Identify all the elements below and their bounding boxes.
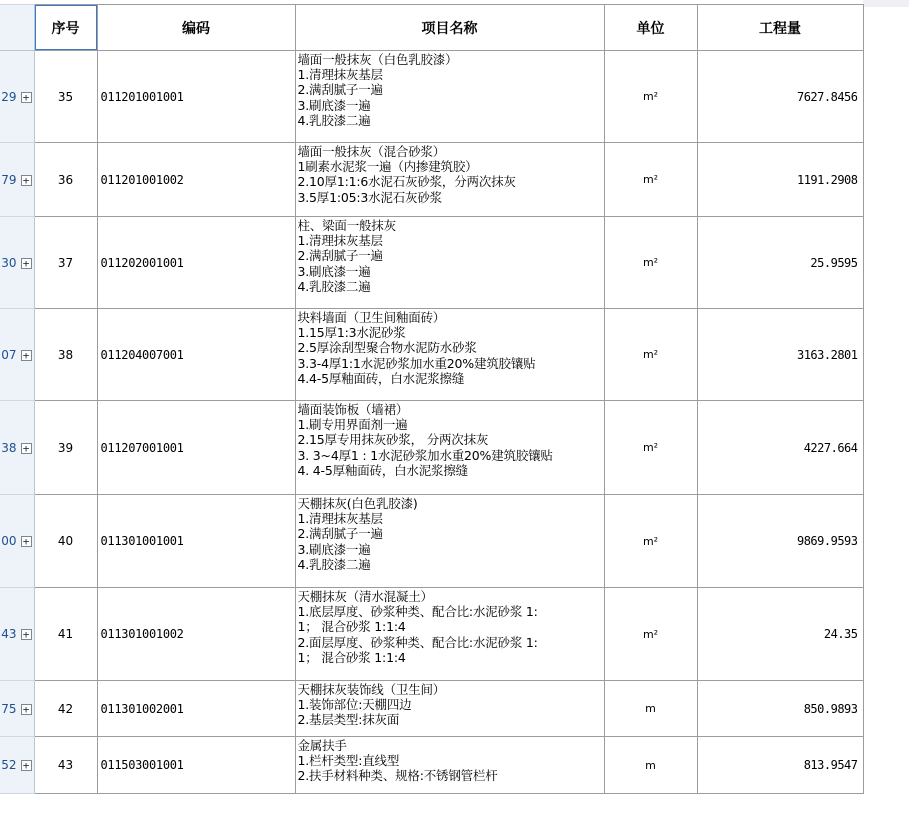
- row-header[interactable]: [0, 737, 34, 794]
- item-description-line: 1.清理抹灰基层: [297, 67, 383, 83]
- item-description-line: 1.刷专用界面剂一遍: [297, 417, 408, 433]
- item-description-line: 2.满刮腻子一遍: [297, 526, 383, 542]
- unit-cell[interactable]: m²: [604, 51, 697, 143]
- table-row[interactable]: [0, 217, 863, 309]
- item-description-line: 2.10厚1:1:6水泥石灰砂浆，分两次抹灰: [297, 174, 516, 190]
- item-name-cell[interactable]: [295, 737, 604, 794]
- seq-cell[interactable]: 40: [34, 495, 97, 588]
- code-cell[interactable]: 011301001002: [97, 588, 295, 681]
- col-header-unit[interactable]: 单位: [604, 5, 697, 51]
- item-description-line: 2.基层类型:抹灰面: [297, 712, 400, 728]
- unit-cell[interactable]: m: [604, 681, 697, 737]
- unit-cell[interactable]: m: [604, 737, 697, 794]
- unit-cell[interactable]: m²: [604, 309, 697, 401]
- quantity-cell[interactable]: 7627.8456: [697, 51, 863, 143]
- table-row[interactable]: [0, 143, 863, 217]
- expand-icon[interactable]: +: [21, 704, 32, 715]
- item-name-cell[interactable]: [295, 681, 604, 737]
- quantity-cell[interactable]: 850.9893: [697, 681, 863, 737]
- item-description-line: 2.5厚涂刮型聚合物水泥防水砂浆: [297, 340, 477, 356]
- item-description-line: 3.刷底漆一遍: [297, 97, 371, 113]
- seq-cell[interactable]: 43: [34, 737, 97, 794]
- code-cell[interactable]: 011301001001: [97, 495, 295, 588]
- table-row[interactable]: [0, 681, 863, 737]
- bill-of-quantities-grid: [0, 4, 864, 794]
- item-description-line: 天棚抹灰(白色乳胶漆): [297, 496, 418, 511]
- row-number: 00: [1, 534, 17, 548]
- item-name-cell[interactable]: [295, 217, 604, 309]
- row-header[interactable]: [0, 143, 34, 217]
- quantity-cell[interactable]: 3163.2801: [697, 309, 863, 401]
- quantity-cell[interactable]: 1191.2908: [697, 143, 863, 217]
- item-description-line: 1.底层厚度、砂浆种类、配合比:水泥砂浆 1:: [297, 604, 538, 620]
- item-description-line: 3. 3~4厚1 : 1水泥砂浆加水重20%建筑胶镶贴: [297, 447, 553, 463]
- header-row: [0, 5, 863, 51]
- code-cell[interactable]: 011201001002: [97, 143, 295, 217]
- row-number: 29: [1, 89, 17, 104]
- quantity-cell[interactable]: 9869.9593: [697, 495, 863, 588]
- row-header[interactable]: [0, 401, 34, 495]
- seq-cell[interactable]: 42: [34, 681, 97, 737]
- row-number: 07: [1, 347, 17, 362]
- seq-cell[interactable]: 36: [34, 143, 97, 217]
- item-name-cell[interactable]: [295, 143, 604, 217]
- table-row[interactable]: [0, 737, 863, 794]
- item-description-line: 金属扶手: [297, 738, 347, 753]
- expand-icon[interactable]: +: [21, 629, 32, 640]
- row-number: 79: [1, 172, 17, 187]
- item-description-line: 天棚抹灰装饰线（卫生间）: [297, 682, 446, 697]
- item-description-line: 3.刷底漆一遍: [297, 263, 371, 279]
- item-description-line: 1.15厚1:3水泥砂浆: [297, 325, 406, 341]
- unit-cell[interactable]: m²: [604, 495, 697, 588]
- item-description-line: 墙面一般抹灰（白色乳胶漆）: [297, 52, 458, 67]
- item-description-line: 3.3-4厚1:1水泥砂浆加水重20%建筑胶镶贴: [297, 355, 536, 371]
- col-header-code[interactable]: 编码: [97, 5, 295, 51]
- item-description-line: 2.面层厚度、砂浆种类、配合比:水泥砂浆 1:: [297, 634, 538, 650]
- row-header[interactable]: [0, 217, 34, 309]
- expand-icon[interactable]: +: [21, 536, 32, 547]
- expand-icon[interactable]: +: [21, 350, 32, 361]
- table-row[interactable]: [0, 588, 863, 681]
- row-header[interactable]: [0, 309, 34, 401]
- seq-cell[interactable]: 37: [34, 217, 97, 309]
- item-description-line: 1.栏杆类型:直线型: [297, 753, 400, 769]
- expand-icon[interactable]: +: [21, 175, 32, 186]
- item-description-line: 天棚抹灰（清水混凝土）: [297, 589, 433, 604]
- item-name-cell[interactable]: [295, 51, 604, 143]
- code-cell[interactable]: 011503001001: [97, 737, 295, 794]
- quantity-cell[interactable]: 25.9595: [697, 217, 863, 309]
- item-description-line: 1； 混合砂浆 1:1:4: [297, 649, 406, 665]
- item-name-cell[interactable]: [295, 495, 604, 588]
- expand-icon[interactable]: +: [21, 92, 32, 103]
- seq-cell[interactable]: 41: [34, 588, 97, 681]
- item-description-line: 4.乳胶漆二遍: [297, 112, 371, 128]
- row-number: 52: [1, 758, 17, 772]
- item-name-cell[interactable]: [295, 588, 604, 681]
- seq-cell[interactable]: 39: [34, 401, 97, 495]
- table-row[interactable]: [0, 309, 863, 401]
- code-cell[interactable]: 011207001001: [97, 401, 295, 495]
- item-description-line: 3.刷底漆一遍: [297, 541, 371, 557]
- table-row[interactable]: [0, 51, 863, 143]
- table-row[interactable]: [0, 495, 863, 588]
- item-description-line: 2.满刮腻子一遍: [297, 248, 383, 264]
- unit-cell[interactable]: m²: [604, 217, 697, 309]
- item-description-line: 块料墙面（卫生间釉面砖）: [297, 310, 446, 325]
- row-header[interactable]: [0, 588, 34, 681]
- unit-cell[interactable]: m²: [604, 143, 697, 217]
- row-number: 38: [1, 440, 17, 455]
- expand-icon[interactable]: +: [21, 443, 32, 454]
- row-number: 30: [1, 255, 17, 270]
- unit-cell[interactable]: m²: [604, 588, 697, 681]
- code-cell[interactable]: 011201001001: [97, 51, 295, 143]
- item-description-line: 1.装饰部位:天棚四边: [297, 697, 412, 713]
- corner-header[interactable]: [0, 5, 34, 51]
- code-cell[interactable]: 011202001001: [97, 217, 295, 309]
- seq-cell[interactable]: 35: [34, 51, 97, 143]
- item-description-line: 1刷素水泥浆一遍（内掺建筑胶）: [297, 159, 478, 175]
- col-header-name[interactable]: 项目名称: [295, 5, 604, 51]
- item-description-line: 4.4-5厚釉面砖，白水泥浆擦缝: [297, 370, 465, 386]
- col-header-qty[interactable]: 工程量: [697, 5, 863, 51]
- item-description-line: 墙面装饰板（墙裙）: [297, 402, 409, 417]
- row-header[interactable]: [0, 51, 34, 143]
- item-description-line: 墙面一般抹灰（混合砂浆）: [297, 144, 446, 159]
- item-description-line: 4. 4-5厚釉面砖，白水泥浆擦缝: [297, 462, 468, 478]
- seq-cell[interactable]: 38: [34, 309, 97, 401]
- row-header[interactable]: [0, 681, 34, 737]
- item-description-line: 1.清理抹灰基层: [297, 511, 383, 527]
- toolbar-strip: [863, 0, 909, 7]
- expand-icon[interactable]: +: [21, 258, 32, 269]
- unit-cell[interactable]: m²: [604, 401, 697, 495]
- item-description-line: 柱、梁面一般抹灰: [297, 218, 396, 233]
- row-number: 75: [1, 701, 17, 716]
- item-description-line: 4.乳胶漆二遍: [297, 278, 371, 294]
- col-header-seq[interactable]: 序号: [34, 5, 97, 51]
- item-description-line: 2.满刮腻子一遍: [297, 82, 383, 98]
- expand-icon[interactable]: +: [21, 760, 32, 771]
- quantity-cell[interactable]: 24.35: [697, 588, 863, 681]
- code-cell[interactable]: 011301002001: [97, 681, 295, 737]
- quantity-cell[interactable]: 4227.664: [697, 401, 863, 495]
- item-description-line: 1.清理抹灰基层: [297, 233, 383, 249]
- table-row[interactable]: [0, 401, 863, 495]
- item-name-cell[interactable]: [295, 309, 604, 401]
- row-header[interactable]: [0, 495, 34, 588]
- item-name-cell[interactable]: [295, 401, 604, 495]
- item-description-line: 2.15厚专用抹灰砂浆， 分两次抹灰: [297, 432, 489, 448]
- code-cell[interactable]: 011204007001: [97, 309, 295, 401]
- item-description-line: 3.5厚1:05:3水泥石灰砂浆: [297, 189, 442, 205]
- item-description-line: 1； 混合砂浆 1:1:4: [297, 619, 406, 635]
- item-description-line: 4.乳胶漆二遍: [297, 556, 371, 572]
- quantity-cell[interactable]: 813.9547: [697, 737, 863, 794]
- row-number: 43: [1, 627, 17, 641]
- item-description-line: 2.扶手材料种类、规格:不锈钢管栏杆: [297, 768, 498, 784]
